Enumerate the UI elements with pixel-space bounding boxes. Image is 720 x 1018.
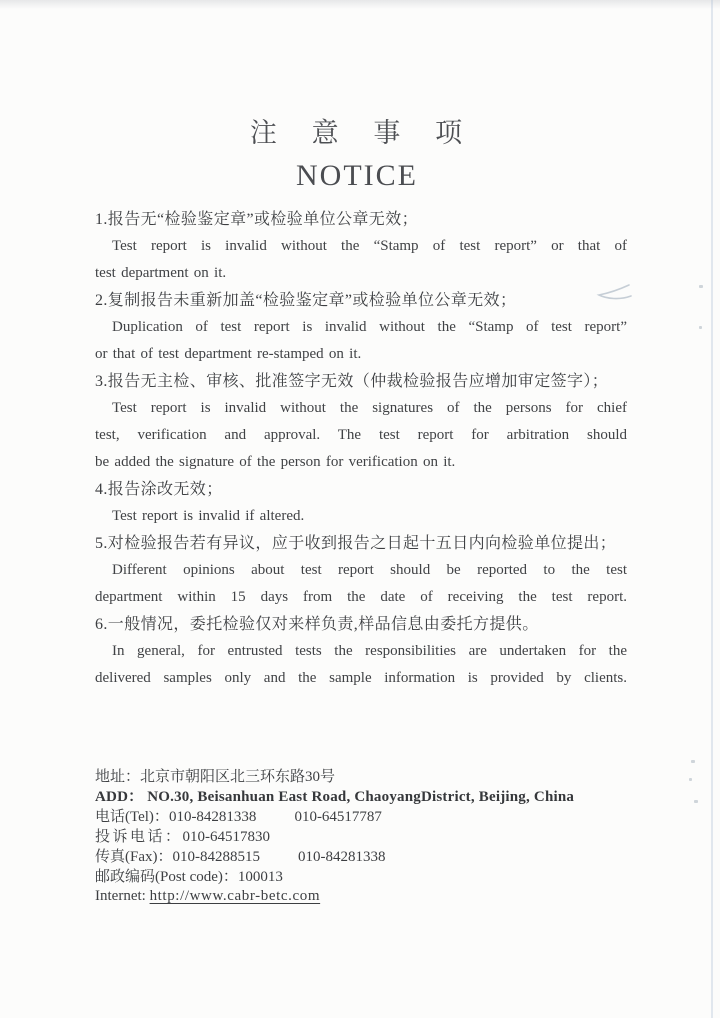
contact-footer [95, 768, 655, 907]
page-title-chinese: 注 意 事 项 [249, 118, 477, 148]
notice-item-1-en2: test department on it. [95, 265, 227, 281]
fax-number-1: 010-84288515 [172, 848, 260, 865]
footer-address-en: ADD： NO.30, Beisanhuan East Road, ChaoyangDistrict, Beijing, China [95, 788, 575, 805]
footer-complaint-line [95, 828, 655, 848]
notice-item-6-cn: 6.一般情况，委托检验仅对来样负责,样品信息由委托方提供。 [95, 616, 539, 633]
complaint-label: 投诉电话： [95, 828, 183, 845]
scan-top-shadow [0, 0, 720, 9]
telephone-label: 电话(Tel)： [95, 808, 169, 825]
footer-telephone [95, 808, 655, 828]
fax-label: 传真(Fax)： [95, 848, 173, 865]
page-title-english: NOTICE [296, 159, 418, 192]
notice-item-5-en: Different opinions about test report should be reported to the test [112, 562, 627, 578]
footer-fax [95, 848, 655, 868]
notice-item-2-en2: or that of test department re-stamped on it. [95, 346, 362, 362]
notice-item-6-en2: delivered samples only and the sample information is provided by clients. [95, 670, 627, 686]
complaint-number: 010-64517830 [182, 828, 271, 845]
document-header [0, 111, 712, 193]
notice-item-3-en: Test report is invalid without the signatures of the persons for chief [112, 400, 627, 416]
notice-item-4-cn: 4.报告涂改无效； [95, 481, 223, 498]
notice-item-6-en: In general, for entrusted tests the responsibilities are undertaken for the [112, 643, 627, 659]
notice-item-1-en: Test report is invalid without the “Stamp of test report” or that of [112, 238, 627, 254]
scan-speck [694, 800, 698, 803]
pencil-check-mark [594, 281, 634, 307]
scan-speck [691, 760, 695, 763]
internet-label: Internet: [95, 888, 150, 905]
notice-item-3-en3: be added the signature of the person for verification on it. [95, 454, 456, 470]
telephone-number-2: 010-64517787 [294, 808, 382, 825]
notice-item-4-en: Test report is invalid if altered. [112, 508, 305, 524]
fax-number-2: 010-84281338 [298, 848, 386, 865]
footer-address-cn: 地址：北京市朝阳区北三环东路30号 [95, 769, 336, 785]
scan-speck [699, 285, 703, 288]
notice-item-3-cn: 3.报告无主检、审核、批准签字无效（仲裁检验报告应增加审定签字）； [95, 373, 609, 390]
notice-item-2-cn: 2.复制报告未重新加盖“检验鉴定章”或检验单位公章无效； [95, 292, 517, 309]
notice-item-1-cn: 1.报告无“检验鉴定章”或检验单位公章无效； [95, 211, 419, 228]
notice-item-5-cn: 5.对检验报告若有异议，应于收到报告之日起十五日内向检验单位提出； [95, 535, 617, 552]
scan-speck [699, 326, 702, 329]
notice-item-2-en: Duplication of test report is invalid without the “Stamp of test report” [112, 319, 627, 335]
scan-speck [689, 778, 692, 781]
notice-body [95, 206, 627, 692]
notice-item-5-en2: department within 15 days from the date of receiving the test report. [95, 589, 627, 605]
website-url: http://www.cabr-betc.com [149, 888, 321, 905]
footer-internet [95, 887, 655, 907]
telephone-number-1: 010-84281338 [168, 808, 257, 825]
notice-item-3-en2: test, verification and approval. The test report for arbitration should [95, 427, 627, 443]
footer-postcode: 邮政编码(Post code)：100013 [95, 868, 283, 885]
